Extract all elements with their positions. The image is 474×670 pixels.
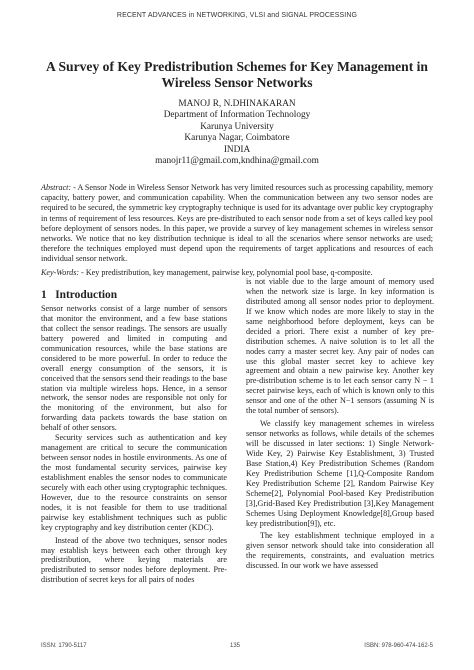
running-header: RECENT ADVANCES in NETWORKING, VLSI and SIGNAL PROCESSING xyxy=(116,12,358,19)
author-names: MANOJ R, N.DHINAKARAN xyxy=(178,99,296,109)
abstract-text: A Sensor Node in Wireless Sensor Network has very limited resources such as processing capability, memory capacity, battery power, and communication capability. When the communication between any two sensor nodes are required to be secured, the symmetric key cryptography technique is used for its advantage over public key cryptography in terms of requirement of less resources. Keys are pre-distributed to each sensor node from a set of keys called key pool before deployment of sensors nodes. In this paper, we provide a survey of key management schemes in wireless sensor networks. We notice that no key distribution technique is ideal to all the scenarios where sensor networks are used; therefore the techniques employed must depend upon the requirements of target applications and resources of each individual sensor network. xyxy=(41,183,433,264)
abstract-label: Abstract: - xyxy=(41,183,76,192)
section-heading xyxy=(41,289,227,302)
right-column xyxy=(246,277,434,571)
footer-issn: ISSN: 1790-5117 xyxy=(41,643,87,649)
body-paragraph: is not viable due to the large amount of memory used when the network size is large. In key information is distributed among all sensor nodes prior to deployment. If we know which nodes are more likely to stay in the same neighborhood before deployment, keys can be decided a priori. There exist a number of key pre-distribution schemes. A naive solution is to let all the nodes carry a master secret key. Any pair of nodes can use this global master secret key to achieve key agreement and obtain a new pairwise key. Another key pre-distribution scheme is to let each sensor carry N − 1 secret pairwise keys, each of which is known only to this sensor and one of the other N−1 sensors (assuming N is the total number of sensors). xyxy=(246,277,434,416)
abstract xyxy=(41,183,433,265)
author-department: Department of Information Technology xyxy=(163,110,311,121)
paper-title: A Survey of Key Predistribution Schemes for Key Management in Wireless Sensor Networks xyxy=(46,59,428,90)
keywords-label: Key-Words: - xyxy=(41,268,84,277)
body-paragraph: Sensor networks consist of a large number of sensors that monitor the environment, and a few base stations that collect the sensor readings. The sensors are usually battery powered and limited in computing and communication resources, while the base stations are considered to be more powerful. In order to reduce the overall energy consumption of the sensors, it is conceived that the sensors send their readings to the base station via multiple wireless hops. Hence, in a sensor network, the sensor nodes are responsible not only for the monitoring of the environment, but also for forwarding data packets towards the base station on behalf of other sensors. xyxy=(41,304,227,433)
author-email: manojr11@gmail.com,kndhina@gmail.com xyxy=(155,156,319,167)
body-paragraph: Security services such as authentication and key management are critical to secure the communication between sensor nodes in hostile environments. As one of the most fundamental security services, pairwise key establishment enables the sensor nodes to communicate securely with each other using cryptographic techniques. However, due to the resource constraints on sensor nodes, it is not feasible for them to use traditional pairwise key establishment techniques such as public key cryptography and key distribution center (KDC). xyxy=(41,433,227,532)
footer-isbn: ISBN: 978-960-474-162-5 xyxy=(364,643,433,649)
author-address: Karunya Nagar, Coimbatore xyxy=(184,133,290,144)
keywords-text: Key predistribution, key management, pairwise key, polynomial pool base, q-composite. xyxy=(83,268,373,277)
section-title: Introduction xyxy=(55,289,118,301)
author-block xyxy=(40,99,434,167)
author-university: Karunya University xyxy=(200,121,274,132)
section-number: 1 xyxy=(41,289,47,301)
page-footer xyxy=(0,643,474,652)
page-number: 135 xyxy=(230,643,241,649)
author-country: INDIA xyxy=(223,144,251,155)
body-paragraph: The key establishment technique employed in a given sensor network should take into consideration all the requirements, constraints, and evaluation metrics discussed. In our work we have assessed xyxy=(246,531,434,571)
body-paragraph: We classify key management schemes in wireless sensor networks as follows, while details of the schemes will be discussed in later sections: 1) Single Network-Wide Key, 2) Pairwise Key Establishment, 3) Trusted Base Station,4) Key Predistribution Schemes (Random Key Predistribution Scheme [1],Q-Composite Random Key Predistribution Scheme [2], Random Pairwise Key Scheme[2], Polynomial Pool-based Key Predistribution [3],Grid-Based Key Predistribution [3],Key Management Schemes Using Deployment Knowledge[8],Group based key predistribution[9]), etc. xyxy=(246,419,434,528)
body-paragraph: Instead of the above two techniques, sensor nodes may establish keys between each other through key predistribution, where keying materials are predistributed to sensor nodes before deployment. Pre-distribution of secret keys for all pairs of nodes xyxy=(41,535,227,585)
left-column xyxy=(41,289,227,585)
